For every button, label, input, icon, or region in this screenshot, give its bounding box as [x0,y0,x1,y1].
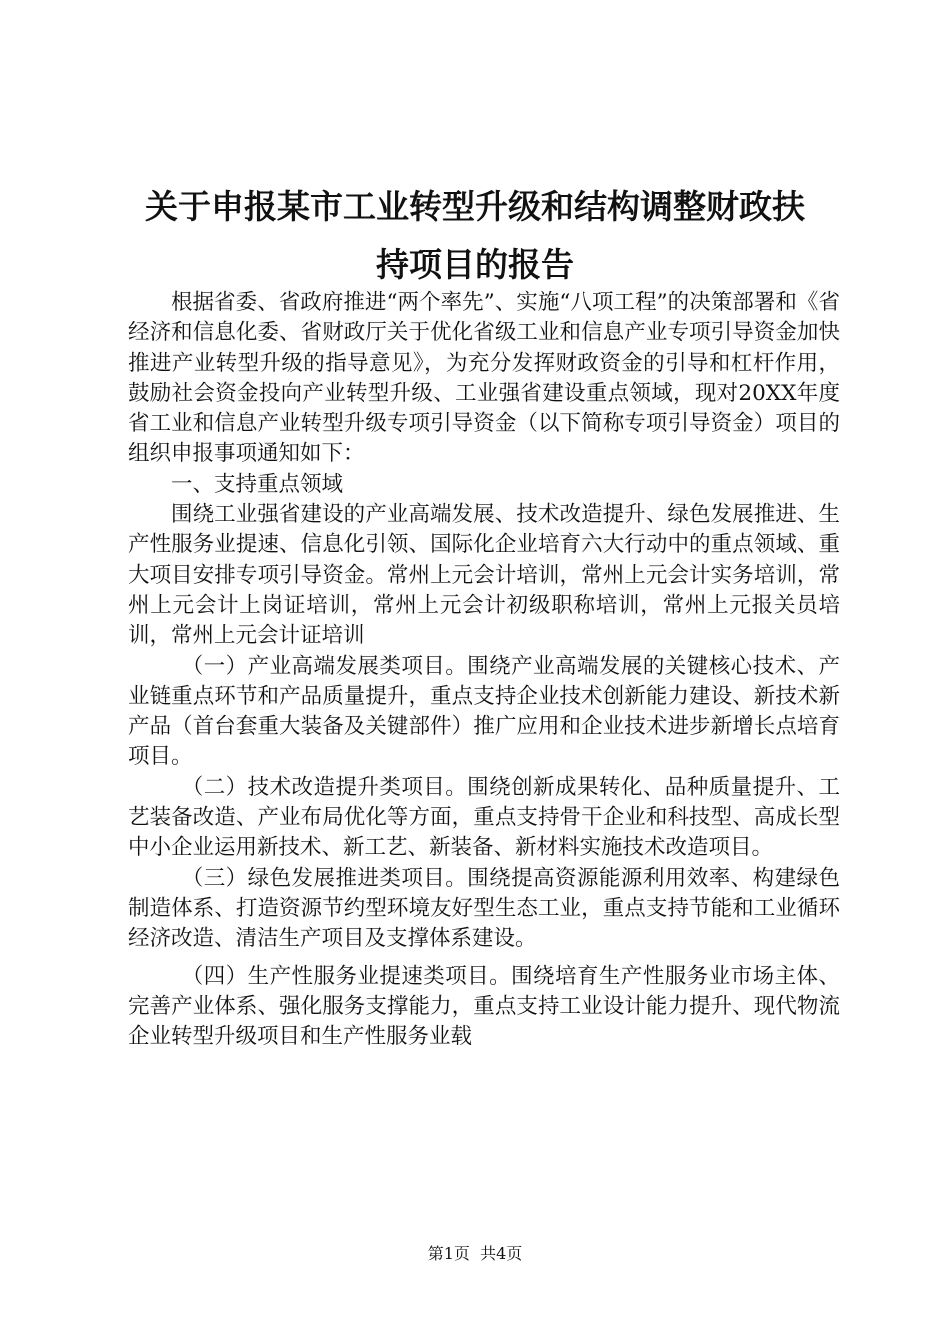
document-title-line-2: 持项目的报告 [376,245,574,284]
footer-spacer [470,1244,480,1263]
page-number: 第1页 [427,1244,470,1263]
intro-paragraph: 根据省委、省政府推进“两个率先”、实施“八项工程”的决策部署和《省经济和信息化委、省财政厅关于优化省级工业和信息产业专项引导资金加快推进产业转型升级的指导意见》，为充分发挥财政资金的引导和杠杆作用，鼓励社会资金投向产业转型升级、工业强省建设重点领域，现对20XX年度省工业和信息产业转型升级专项引导资金（以下简称专项引导资金）项目的组织申报事项通知如下： [128,290,840,467]
document-body [128,288,840,1052]
item-2-paragraph: （二）技术改造提升类项目。围绕创新成果转化、品种质量提升、工艺装备改造、产业布局优化等方面，重点支持骨干企业和科技型、高成长型中小企业运用新技术、新工艺、新装备、新材料实施技术改造项目。 [128,774,840,861]
section-1-paragraph: 围绕工业强省建设的产业高端发展、技术改造提升、绿色发展推进、生产性服务业提速、信息化引领、国际化企业培育六大行动中的重点领域、重大项目安排专项引导资金。常州上元会计培训，常州上元会计实务培训，常州上元会计上岗证培训，常州上元会计初级职称培训，常州上元报关员培训，常州上元会计证培训 [128,502,840,649]
page-footer [0,1244,950,1264]
document-title-line-1: 关于申报某市工业转型升级和结构调整财政扶 [145,187,805,226]
item-1-paragraph: （一）产业高端发展类项目。围绕产业高端发展的关键核心技术、产业链重点环节和产品质量提升，重点支持企业技术创新能力建设、新技术新产品（首台套重大装备及关键部件）推广应用和企业技术进步新增长点培育项目。 [128,653,840,770]
page-total: 共4页 [480,1244,523,1263]
item-3-paragraph: （三）绿色发展推进类项目。围绕提高资源能源利用效率、构建绿色制造体系、打造资源节约型环境友好型生态工业，重点支持节能和工业循环经济改造、清洁生产项目及支撑体系建设。 [128,865,840,952]
section-heading-1: 一、支持重点领域 [171,471,344,497]
item-4-paragraph: （四）生产性服务业提速类项目。围绕培育生产性服务业市场主体、完善产业体系、强化服务支撑能力，重点支持工业设计能力提升、现代物流企业转型升级项目和生产性服务业载 [128,963,840,1050]
